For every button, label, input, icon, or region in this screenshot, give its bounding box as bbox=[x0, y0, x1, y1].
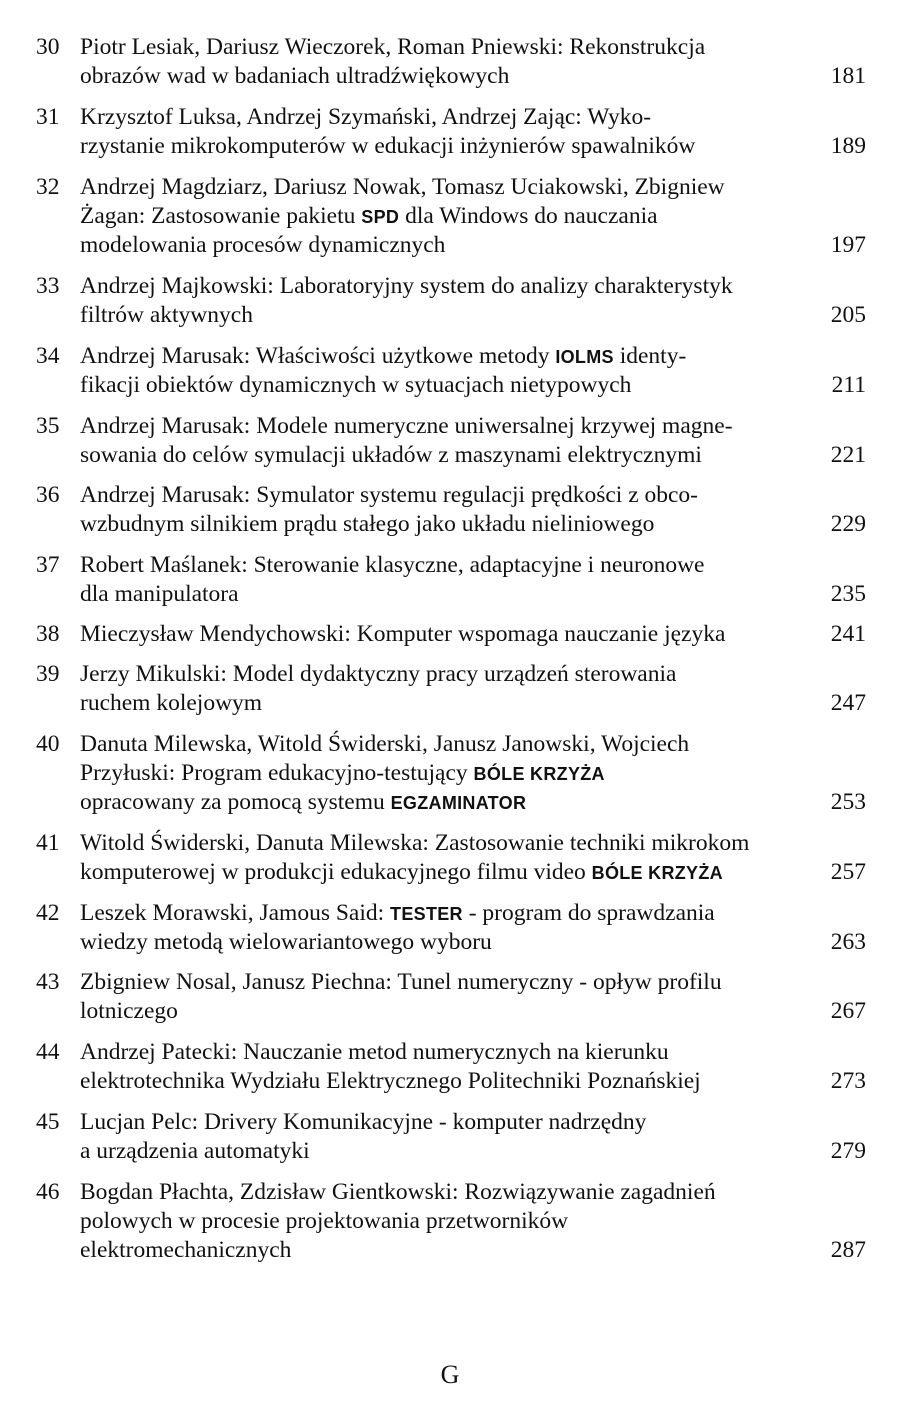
entry-title-line bbox=[80, 33, 820, 62]
entry-number: 46 bbox=[36, 1179, 60, 1205]
entry-title-line bbox=[80, 1137, 820, 1166]
entry-number: 43 bbox=[36, 969, 60, 995]
toc-entry bbox=[0, 412, 900, 470]
program-name: EGZAMINATOR bbox=[390, 793, 527, 813]
toc-entry bbox=[0, 660, 900, 718]
entry-number: 39 bbox=[36, 661, 60, 687]
entry-title-line bbox=[80, 997, 820, 1026]
entry-page-number: 279 bbox=[830, 1138, 866, 1164]
title-text: Lucjan Pelc: Drivery Komunikacyjne - komputer nadrzędny bbox=[80, 1109, 647, 1135]
entry-title-line bbox=[80, 1178, 820, 1207]
entry-page-number: 241 bbox=[830, 621, 866, 647]
entry-title bbox=[80, 103, 820, 161]
entry-title bbox=[80, 829, 820, 887]
toc-entry bbox=[0, 551, 900, 609]
entry-page-number: 229 bbox=[830, 511, 866, 537]
entry-title-line bbox=[80, 301, 820, 330]
title-text: a urządzenia automatyki bbox=[80, 1138, 310, 1164]
entry-title-line bbox=[80, 132, 820, 161]
entry-number: 42 bbox=[36, 900, 60, 926]
title-text: Jerzy Mikulski: Model dydaktyczny pracy urządzeń sterowania bbox=[80, 661, 677, 687]
title-text: Przyłuski: Program edukacyjno-testujący bbox=[80, 760, 474, 786]
entry-title-line bbox=[80, 1108, 820, 1137]
entry-number: 31 bbox=[36, 104, 60, 130]
entry-title bbox=[80, 481, 820, 539]
toc-entry bbox=[0, 33, 900, 91]
entry-title bbox=[80, 33, 820, 91]
entry-title-line bbox=[80, 371, 820, 400]
title-text: Piotr Lesiak, Dariusz Wieczorek, Roman Pniewski: Rekonstrukcja bbox=[80, 34, 706, 60]
entry-page-number: 181 bbox=[830, 63, 866, 89]
title-text: dla Windows do nauczania bbox=[399, 203, 658, 229]
entry-number: 45 bbox=[36, 1109, 60, 1135]
entry-title bbox=[80, 173, 820, 260]
title-text: opracowany za pomocą systemu bbox=[80, 789, 391, 815]
entry-title-line bbox=[80, 620, 820, 649]
entry-page-number: 287 bbox=[830, 1237, 866, 1263]
entry-title-line bbox=[80, 759, 820, 788]
title-text: fikacji obiektów dynamicznych w sytuacjach nietypowych bbox=[80, 372, 632, 398]
entry-title-line bbox=[80, 730, 820, 759]
title-text: Andrzej Marusak: Właściwości użytkowe metody bbox=[80, 343, 556, 369]
entry-title-line bbox=[80, 788, 820, 817]
toc-entry bbox=[0, 103, 900, 161]
toc-entry bbox=[0, 899, 900, 957]
title-text: obrazów wad w badaniach ultradźwiękowych bbox=[80, 63, 510, 89]
entry-number: 37 bbox=[36, 552, 60, 578]
title-text: Andrzej Majkowski: Laboratoryjny system do analizy charakterystyk bbox=[80, 273, 733, 299]
title-text: Andrzej Marusak: Symulator systemu regulacji prędkości z obco- bbox=[80, 482, 699, 508]
entry-title bbox=[80, 899, 820, 957]
entry-title-line bbox=[80, 62, 820, 91]
title-text: Witold Świderski, Danuta Milewska: Zastosowanie techniki mikrokom bbox=[80, 830, 750, 856]
toc-entry bbox=[0, 620, 900, 649]
entry-page-number: 247 bbox=[830, 690, 866, 716]
entry-title-line bbox=[80, 829, 820, 858]
title-text: Robert Maślanek: Sterowanie klasyczne, adaptacyjne i neuronowe bbox=[80, 552, 705, 578]
entry-title-line bbox=[80, 660, 820, 689]
entry-title-line bbox=[80, 858, 820, 887]
title-text: wzbudnym silnikiem prądu stałego jako układu nieliniowego bbox=[80, 511, 655, 537]
entry-title bbox=[80, 1038, 820, 1096]
title-text: modelowania procesów dynamicznych bbox=[80, 232, 446, 258]
entry-title-line bbox=[80, 928, 820, 957]
title-text: sowania do celów symulacji układów z maszynami elektrycznymi bbox=[80, 442, 702, 468]
entry-title-line bbox=[80, 1207, 820, 1236]
entry-page-number: 211 bbox=[831, 372, 866, 398]
title-text: Andrzej Marusak: Modele numeryczne uniwersalnej krzywej magne- bbox=[80, 413, 733, 439]
title-text: komputerowej w produkcji edukacyjnego filmu video bbox=[80, 859, 592, 885]
entry-title-line bbox=[80, 231, 820, 260]
title-text: rzystanie mikrokomputerów w edukacji inżynierów spawalników bbox=[80, 133, 696, 159]
entry-title bbox=[80, 968, 820, 1026]
entry-page-number: 263 bbox=[830, 929, 866, 955]
title-text: elektrotechnika Wydziału Elektrycznego Politechniki Poznańskiej bbox=[80, 1068, 701, 1094]
title-text: Andrzej Patecki: Nauczanie metod numerycznych na kierunku bbox=[80, 1039, 669, 1065]
entry-title-line bbox=[80, 1236, 820, 1265]
entry-page-number: 267 bbox=[830, 998, 866, 1024]
entry-page-number: 221 bbox=[830, 442, 866, 468]
entry-number: 40 bbox=[36, 731, 60, 757]
entry-title bbox=[80, 342, 820, 400]
entry-title bbox=[80, 620, 820, 649]
entry-page-number: 253 bbox=[830, 789, 866, 815]
entry-title-line bbox=[80, 202, 820, 231]
entry-title-line bbox=[80, 1067, 820, 1096]
entry-title-line bbox=[80, 689, 820, 718]
title-text: ruchem kolejowym bbox=[80, 690, 263, 716]
entry-number: 41 bbox=[36, 830, 60, 856]
entry-number: 34 bbox=[36, 343, 60, 369]
title-text: Bogdan Płachta, Zdzisław Gientkowski: Rozwiązywanie zagadnień bbox=[80, 1179, 716, 1205]
page-folio: G bbox=[440, 1360, 460, 1389]
entry-title-line bbox=[80, 899, 820, 928]
title-text: Danuta Milewska, Witold Świderski, Janusz Janowski, Wojciech bbox=[80, 731, 690, 757]
program-name: IOLMS bbox=[555, 347, 614, 367]
entry-title-line bbox=[80, 551, 820, 580]
entry-title-line bbox=[80, 441, 820, 470]
title-text: Andrzej Magdziarz, Dariusz Nowak, Tomasz Uciakowski, Zbigniew bbox=[80, 174, 725, 200]
title-text: Krzysztof Luksa, Andrzej Szymański, Andrzej Zając: Wyko- bbox=[80, 104, 652, 130]
title-text: elektromechanicznych bbox=[80, 1237, 292, 1263]
title-text: Leszek Morawski, Jamous Said: bbox=[80, 900, 391, 926]
entry-title-line bbox=[80, 510, 820, 539]
title-text: Zbigniew Nosal, Janusz Piechna: Tunel numeryczny - opływ profilu bbox=[80, 969, 722, 995]
entry-number: 38 bbox=[36, 621, 60, 647]
toc-entry bbox=[0, 730, 900, 817]
entry-title bbox=[80, 1178, 820, 1265]
entry-number: 35 bbox=[36, 413, 60, 439]
title-text: identy- bbox=[613, 343, 687, 369]
entry-title-line bbox=[80, 272, 820, 301]
entry-page-number: 205 bbox=[830, 302, 866, 328]
toc-entry bbox=[0, 1038, 900, 1096]
title-text: filtrów aktywnych bbox=[80, 302, 253, 328]
entry-title-line bbox=[80, 481, 820, 510]
program-name: TESTER bbox=[390, 904, 463, 924]
toc-entry bbox=[0, 173, 900, 260]
title-text: Mieczysław Mendychowski: Komputer wspomaga nauczanie języka bbox=[80, 621, 726, 647]
title-text: dla manipulatora bbox=[80, 581, 239, 607]
program-name: BÓLE KRZYŻA bbox=[591, 863, 723, 883]
entry-title-line bbox=[80, 103, 820, 132]
toc-entry bbox=[0, 1178, 900, 1265]
toc-entry bbox=[0, 272, 900, 330]
entry-title-line bbox=[80, 342, 820, 371]
entry-title bbox=[80, 551, 820, 609]
entry-title bbox=[80, 272, 820, 330]
entry-number: 30 bbox=[36, 34, 60, 60]
entry-page-number: 197 bbox=[830, 232, 866, 258]
entry-number: 32 bbox=[36, 174, 60, 200]
entry-page-number: 257 bbox=[830, 859, 866, 885]
toc-entry bbox=[0, 968, 900, 1026]
entry-number: 44 bbox=[36, 1039, 60, 1065]
toc-entry bbox=[0, 1108, 900, 1166]
entry-number: 36 bbox=[36, 482, 60, 508]
title-text: polowych w procesie projektowania przetworników bbox=[80, 1208, 569, 1234]
entry-title-line bbox=[80, 412, 820, 441]
program-name: SPD bbox=[361, 207, 400, 227]
title-text: wiedzy metodą wielowariantowego wyboru bbox=[80, 929, 492, 955]
entry-number: 33 bbox=[36, 273, 60, 299]
entry-title-line bbox=[80, 1038, 820, 1067]
entry-page-number: 273 bbox=[830, 1068, 866, 1094]
entry-page-number: 235 bbox=[830, 581, 866, 607]
title-text: lotniczego bbox=[80, 998, 178, 1024]
entry-title bbox=[80, 1108, 820, 1166]
entry-title bbox=[80, 660, 820, 718]
entry-page-number: 189 bbox=[830, 133, 866, 159]
title-text: Żagan: Zastosowanie pakietu bbox=[80, 203, 362, 229]
toc-entry bbox=[0, 342, 900, 400]
entry-title-line bbox=[80, 173, 820, 202]
entry-title bbox=[80, 730, 820, 817]
title-text: - program do sprawdzania bbox=[462, 900, 715, 926]
program-name: BÓLE KRZYŻA bbox=[473, 764, 605, 784]
toc-entry bbox=[0, 481, 900, 539]
entry-title-line bbox=[80, 968, 820, 997]
entry-title-line bbox=[80, 580, 820, 609]
toc-entry bbox=[0, 829, 900, 887]
entry-title bbox=[80, 412, 820, 470]
